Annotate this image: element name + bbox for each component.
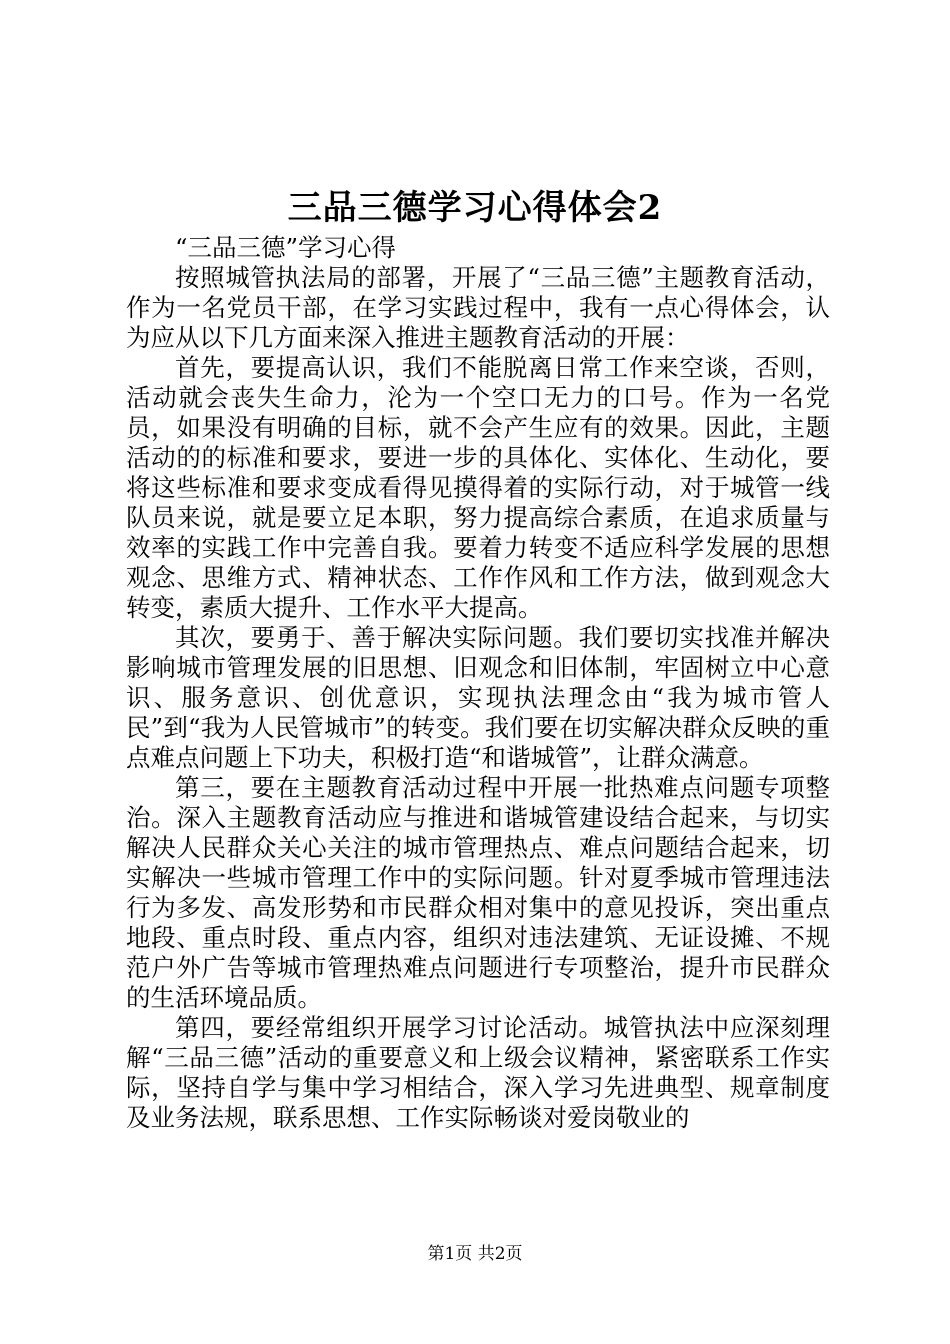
document-title: 三品三德学习心得体会2 xyxy=(287,188,663,228)
paragraph-fourth: 第四，要经常组织开展学习讨论活动。城管执法中应深刻理解“三品三德”活动的重要意义和上级会议精神，紧密联系工作实际，坚持自学与集中学习相结合，深入学习先进典型、规章制度及业务法规，联系思想、工作实际畅谈对爱岗敬业的 xyxy=(126,1013,830,1132)
document-body xyxy=(126,233,830,1133)
paragraph-subtitle: “三品三德”学习心得 xyxy=(175,233,397,262)
paragraph-second: 其次，要勇于、善于解决实际问题。我们要切实找准并解决影响城市管理发展的旧思想、旧观念和旧体制，牢固树立中心意识、服务意识、创优意识，实现执法理念由“我为城市管人民”到“我为人民管城市”的转变。我们要在切实解决群众反映的重点难点问题上下功夫，积极打造“和谐城管”，让群众满意。 xyxy=(126,623,830,772)
paragraph-third: 第三，要在主题教育活动过程中开展一批热难点问题专项整治。深入主题教育活动应与推进和谐城管建设结合起来，与切实解决人民群众关心关注的城市管理热点、难点问题结合起来，切实解决一些城市管理工作中的实际问题。针对夏季城市管理违法行为多发、高发形势和市民群众相对集中的意见投诉，突出重点地段、重点时段、重点内容，组织对违法建筑、无证设摊、不规范户外广告等城市管理热难点问题进行专项整治，提升市民群众的生活环境品质。 xyxy=(126,773,830,1012)
paragraph-first: 首先，要提高认识，我们不能脱离日常工作来空谈，否则，活动就会丧失生命力，沦为一个空口无力的口号。作为一名党员，如果没有明确的目标，就不会产生应有的效果。因此，主题活动的的标准和要求，要进一步的具体化、实体化、生动化，要将这些标准和要求变成看得见摸得着的实际行动，对于城管一线队员来说，就是要立足本职，努力提高综合素质，在追求质量与效率的实践工作中完善自我。要着力转变不适应科学发展的思想观念、思维方式、精神状态、工作作风和工作方法，做到观念大转变，素质大提升、工作水平大提高。 xyxy=(126,353,830,622)
paragraph-intro: 按照城管执法局的部署，开展了“三品三德”主题教育活动，作为一名党员干部，在学习实践过程中，我有一点心得体会，认为应从以下几方面来深入推进主题教育活动的开展： xyxy=(126,263,830,352)
page-footer: 第1页 共2页 xyxy=(427,1244,523,1264)
